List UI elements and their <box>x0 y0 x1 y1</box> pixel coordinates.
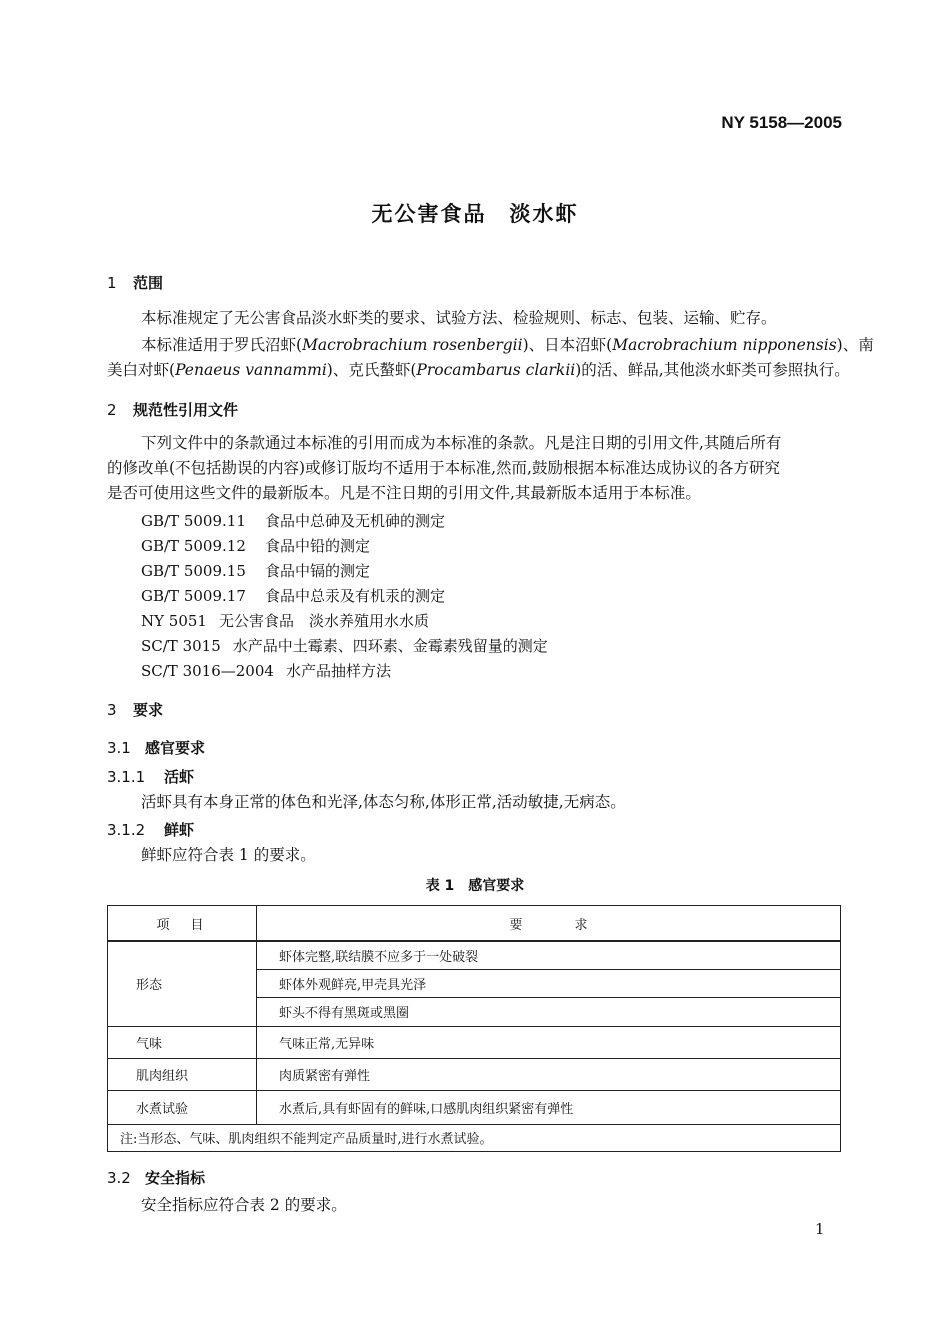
item-cell: 肌肉组织 <box>108 1058 257 1090</box>
section-title: 活虾 <box>164 768 195 786</box>
species-name: Penaeus vannammi <box>175 361 327 379</box>
section-title: 范围 <box>133 274 164 292</box>
requirement-cell: 气味正常,无异味 <box>257 1026 841 1058</box>
safety-indicators-text: 安全指标应符合表 2 的要求。 <box>141 1196 347 1214</box>
requirement-cell: 虾头不得有黑斑或黑圈 <box>257 997 841 1026</box>
live-shrimp-text: 活虾具有本身正常的体色和光泽,体态匀称,体形正常,活动敏捷,无病态。 <box>141 793 626 811</box>
text-run: )、日本沼虾( <box>522 336 613 354</box>
text-run: 本标准适用于罗氏沼虾( <box>141 336 303 354</box>
table-note: 注:当形态、气味、肌肉组织不能判定产品质量时,进行水煮试验。 <box>108 1124 841 1151</box>
text-run: 美白对虾( <box>107 361 176 379</box>
document-title: 无公害食品 淡水虾 <box>371 202 579 226</box>
text-run: )的活、鲜品,其他淡水虾类可参照执行。 <box>575 361 850 379</box>
section-number: 3.1.2 <box>107 821 146 839</box>
reference-code: NY 5051 <box>141 612 207 630</box>
reference-code: SC/T 3015 <box>141 637 221 655</box>
species-name: Macrobrachium rosenbergii <box>302 336 523 354</box>
requirement-cell: 水煮后,具有虾固有的鲜味,口感肌肉组织紧密有弹性 <box>257 1090 841 1124</box>
species-name: Macrobrachium nipponensis <box>612 336 837 354</box>
section-3-1-1-heading <box>107 766 194 787</box>
reference-code: GB/T 5009.17 <box>141 587 246 605</box>
section-3-2-heading <box>107 1167 205 1188</box>
section-title: 鲜虾 <box>164 821 195 839</box>
section-title: 要求 <box>133 701 164 719</box>
reference-code: GB/T 5009.15 <box>141 562 246 580</box>
table-row <box>108 1026 841 1058</box>
section-3-heading <box>107 699 163 720</box>
reference-title: 食品中铅的测定 <box>265 537 371 555</box>
reference-code: GB/T 5009.11 <box>141 512 246 530</box>
references-intro-line-1: 下列文件中的条款通过本标准的引用而成为本标准的条款。凡是注日期的引用文件,其随后所有 <box>141 434 782 452</box>
reference-item <box>141 635 548 656</box>
item-cell: 水煮试验 <box>108 1090 257 1124</box>
table-1-caption: 表 1 感官要求 <box>425 878 525 894</box>
text-run: )、南 <box>836 336 874 354</box>
references-intro-line-3: 是否可使用这些文件的最新版本。凡是不注日期的引用文件,其最新版本适用于本标准。 <box>107 484 701 502</box>
section-number: 3 <box>107 701 117 719</box>
section-number: 3.1.1 <box>107 768 146 786</box>
reference-item <box>141 510 445 531</box>
table-header-row <box>108 906 841 942</box>
scope-paragraph-1: 本标准规定了无公害食品淡水虾类的要求、试验方法、检验规则、标志、包装、运输、贮存。 <box>141 309 777 327</box>
item-cell: 气味 <box>108 1026 257 1058</box>
text-run: )、克氏螯虾( <box>326 361 417 379</box>
references-intro-line-2: 的修改单(不包括勘误的内容)或修订版均不适用于本标准,然而,鼓励根据本标准达成协议的各方研究 <box>107 459 780 477</box>
section-1-heading <box>107 272 163 293</box>
column-header-item: 项 目 <box>108 906 257 942</box>
requirement-cell: 肉质紧密有弹性 <box>257 1058 841 1090</box>
requirement-cell: 虾体完整,联结膜不应多于一处破裂 <box>257 941 841 969</box>
reference-code: GB/T 5009.12 <box>141 537 246 555</box>
table-row <box>108 941 841 969</box>
species-name: Procambarus clarkii <box>416 361 576 379</box>
section-3-1-2-heading <box>107 819 194 840</box>
reference-item <box>141 610 429 631</box>
table-row <box>108 1090 841 1124</box>
reference-code: SC/T 3016—2004 <box>141 662 274 680</box>
page-number: 1 <box>815 1220 825 1238</box>
section-number: 1 <box>107 274 117 292</box>
item-cell: 形态 <box>108 941 257 1026</box>
section-title: 安全指标 <box>145 1169 206 1187</box>
scope-paragraph-2-line-2 <box>107 358 850 383</box>
requirement-cell: 虾体外观鲜亮,甲壳具光泽 <box>257 969 841 997</box>
reference-title: 水产品中土霉素、四环素、金霉素残留量的测定 <box>232 637 548 655</box>
section-2-heading <box>107 399 238 420</box>
section-title: 感官要求 <box>145 739 206 757</box>
reference-item <box>141 585 445 606</box>
column-header-requirement: 要 求 <box>257 906 841 942</box>
section-number: 3.1 <box>107 739 131 757</box>
standard-number: NY 5158—2005 <box>721 113 842 132</box>
sensory-requirements-table <box>107 905 841 1152</box>
reference-title: 食品中总砷及无机砷的测定 <box>265 512 446 530</box>
reference-item <box>141 535 370 556</box>
section-number: 2 <box>107 401 117 419</box>
reference-title: 食品中总汞及有机汞的测定 <box>265 587 446 605</box>
table-note-row <box>108 1124 841 1151</box>
reference-item <box>141 560 370 581</box>
section-3-1-heading <box>107 737 205 758</box>
reference-title: 无公害食品 淡水养殖用水水质 <box>218 612 429 630</box>
scope-paragraph-2-line-1 <box>141 333 874 358</box>
section-number: 3.2 <box>107 1169 131 1187</box>
reference-title: 水产品抽样方法 <box>285 662 391 680</box>
section-title: 规范性引用文件 <box>133 401 239 419</box>
fresh-shrimp-text: 鲜虾应符合表 1 的要求。 <box>141 846 316 864</box>
reference-title: 食品中镉的测定 <box>265 562 371 580</box>
reference-item <box>141 660 391 681</box>
table-row <box>108 1058 841 1090</box>
